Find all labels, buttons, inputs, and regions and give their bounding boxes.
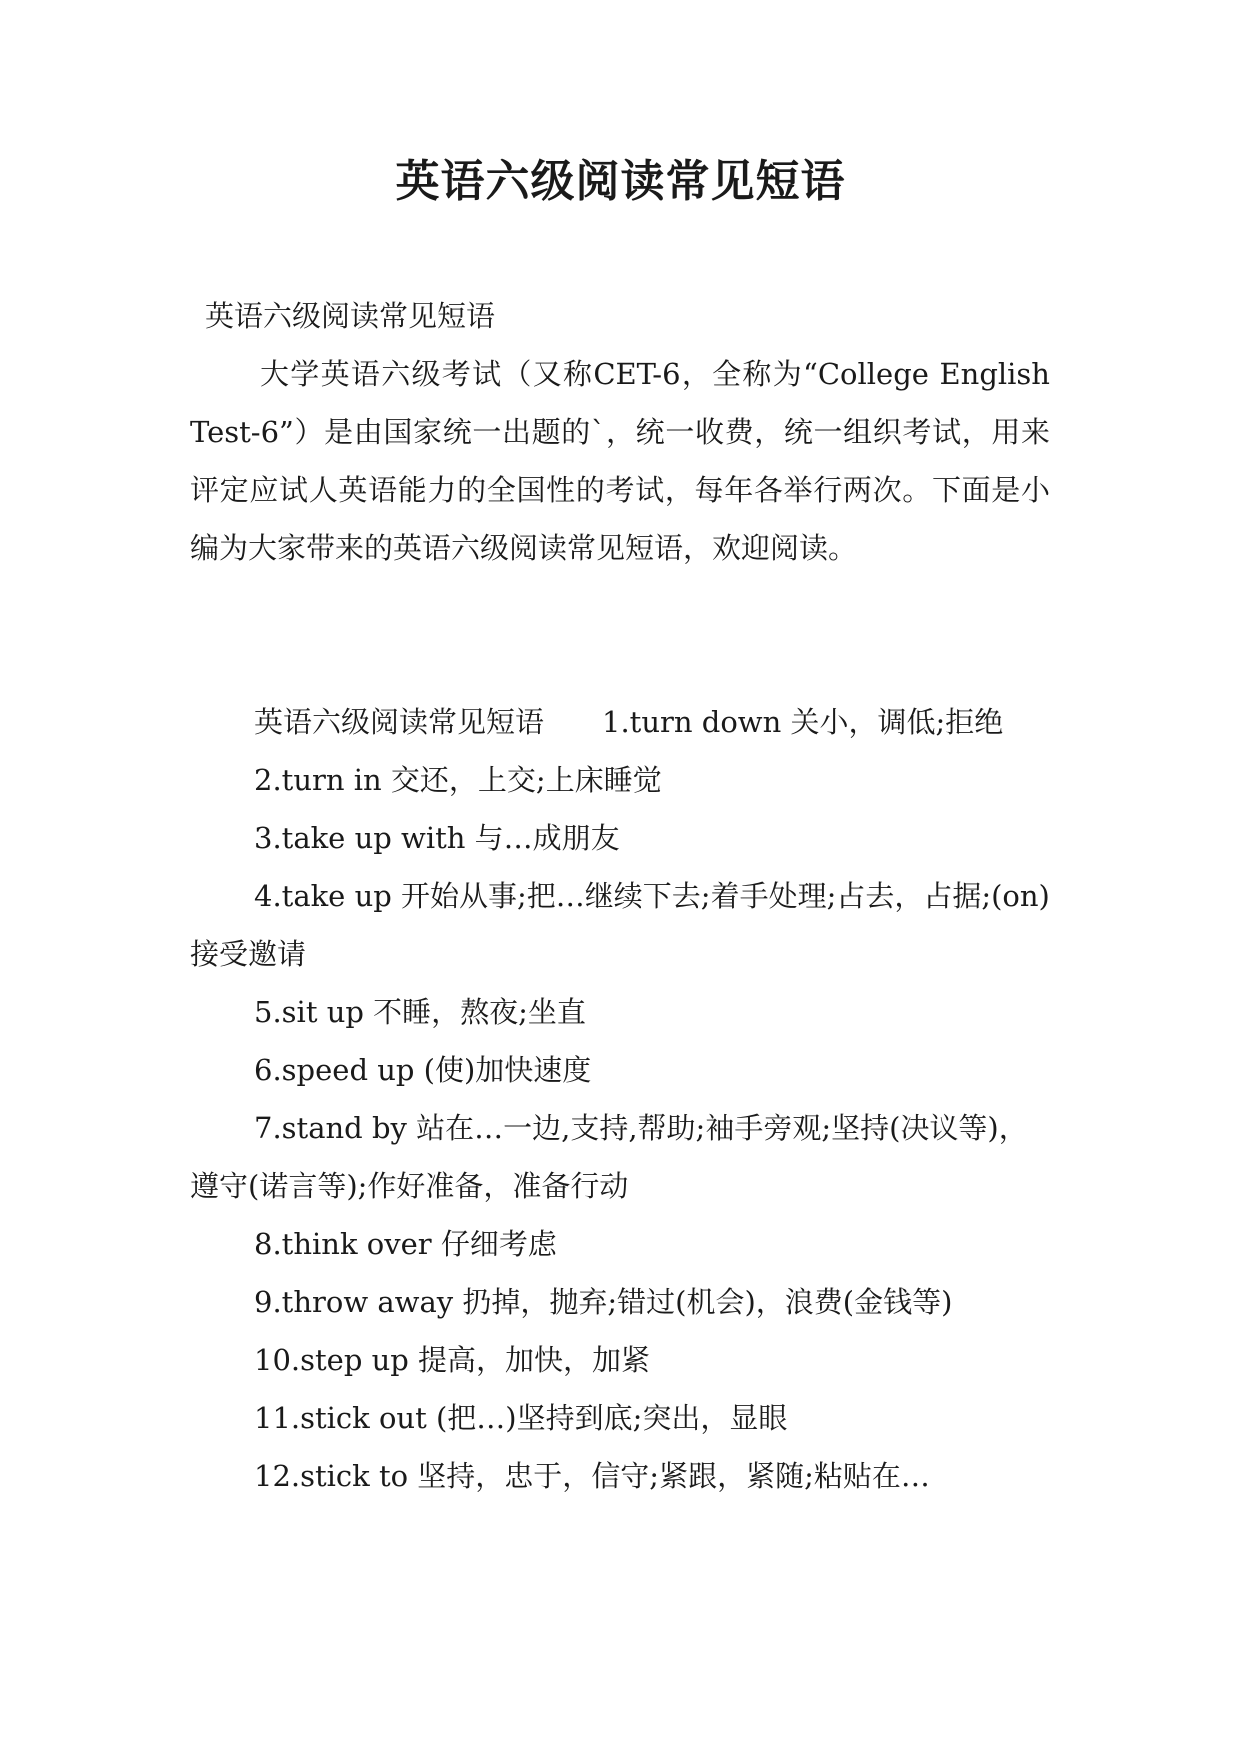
phrase-item: 4.take up 开始从事;把…继续下去;着手处理;占去，占据;(on)接受邀请 xyxy=(190,879,1050,971)
phrase-item: 10.step up 提高，加快，加紧 xyxy=(254,1343,651,1377)
phrase-item: 9.throw away 扔掉，抛弃;错过(机会)，浪费(金钱等) xyxy=(254,1285,953,1319)
phrase-item: 8.think over 仔细考虑 xyxy=(254,1227,557,1261)
intro-paragraph: 大学英语六级考试（又称CET-6，全称为“College English Test-6”）是由国家统一出题的`，统一收费，统一组织考试，用来评定应试人英语能力的全国性的考试，每年各举行两次。下面是小编为大家带来的英语六级阅读常见短语，欢迎阅读。 xyxy=(190,357,1050,565)
phrase-item: 12.stick to 坚持，忠于，信守;紧跟，紧随;粘贴在… xyxy=(254,1459,930,1493)
phrase-item: 英语六级阅读常见短语 1.turn down 关小，调低;拒绝 xyxy=(254,705,1004,739)
phrase-item: 5.sit up 不睡，熬夜;坐直 xyxy=(254,995,586,1029)
phrase-item: 11.stick out (把…)坚持到底;突出，显眼 xyxy=(254,1401,788,1435)
phrase-item: 6.speed up (使)加快速度 xyxy=(254,1053,592,1087)
phrase-item: 7.stand by 站在…一边,支持,帮助;袖手旁观;坚持(决议等)，遵守(诺言等);作好准备，准备行动 xyxy=(190,1111,1028,1203)
document-title: 英语六级阅读常见短语 xyxy=(395,156,846,207)
phrase-item: 3.take up with 与…成朋友 xyxy=(254,821,620,855)
document-subtitle: 英语六级阅读常见短语 xyxy=(205,299,496,333)
phrase-list xyxy=(190,693,1050,1505)
phrase-item: 2.turn in 交还，上交;上床睡觉 xyxy=(254,763,662,797)
